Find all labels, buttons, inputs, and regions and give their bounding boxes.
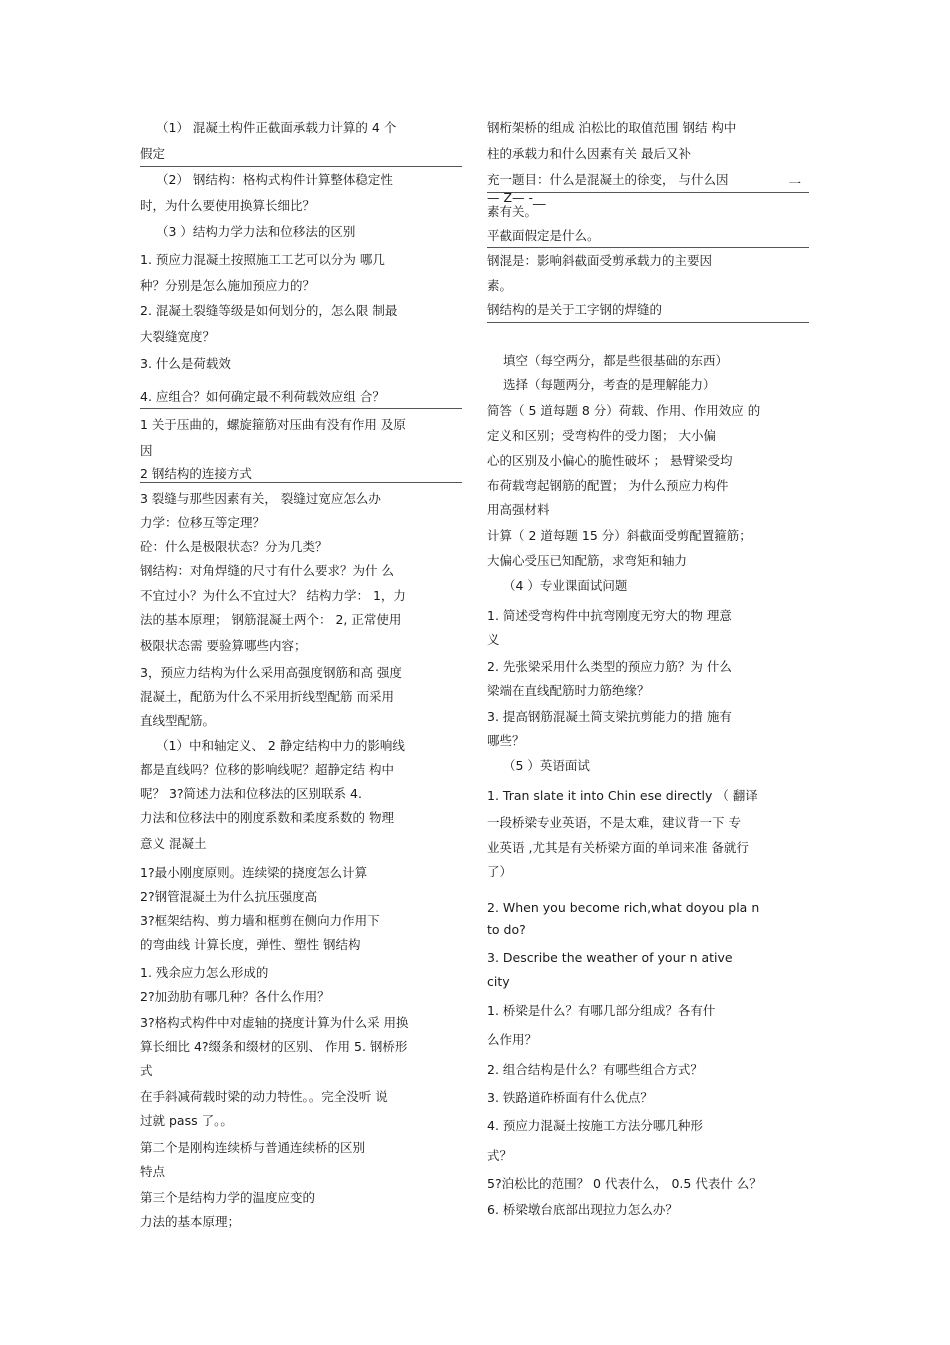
left-text-line: （2） 钢结构：格构式构件计算整体稳定性 bbox=[156, 172, 393, 187]
left-text-line: 第三个是结构力学的温度应变的 bbox=[140, 1190, 316, 1205]
left-text-line: 1?最小刚度原则。连续梁的挠度怎么计算 bbox=[140, 865, 368, 880]
right-text-line: 柱的承载力和什么因素有关 最后又补 bbox=[487, 146, 691, 161]
left-text-line: 3?格构式构件中对虚轴的挠度计算为什么采 用换 bbox=[140, 1015, 409, 1030]
right-text-line: 定义和区别；受弯构件的受力图； 大小偏 bbox=[487, 428, 716, 443]
right-text-line: 2. When you become rich,what doyou pla n bbox=[487, 900, 760, 915]
divider-rule bbox=[140, 408, 462, 409]
right-text-line: 素有关。 bbox=[487, 204, 538, 219]
right-text-line: 1. 简述受弯构件中抗弯刚度无穷大的物 理意 bbox=[487, 608, 732, 623]
left-text-line: 2?加劲肋有哪几种？各什么作用？ bbox=[140, 989, 330, 1004]
left-text-line: 力法和位移法中的刚度系数和柔度系数的 物理 bbox=[140, 810, 394, 825]
right-text-line: 5?泊松比的范围？ 0 代表什么， 0.5 代表什 么？ bbox=[487, 1176, 762, 1191]
divider-rule bbox=[487, 322, 809, 323]
right-text-line: 了） bbox=[487, 864, 513, 879]
right-text-line: to do? bbox=[487, 922, 526, 937]
right-text-line: 钢结构的是关于工字钢的焊缝的 bbox=[487, 302, 663, 317]
right-text-line: （5 ）英语面试 bbox=[503, 758, 590, 773]
right-text-line: 简答（ 5 道每题 8 分）荷载、作用、作用效应 的 bbox=[487, 403, 761, 418]
right-text-line: 平截面假定是什么。 bbox=[487, 228, 600, 243]
left-text-line: 钢结构：对角焊缝的尺寸有什么要求？为什 么 bbox=[140, 563, 394, 578]
right-text-line: 2. 先张梁采用什么类型的预应力筋？为 什么 bbox=[487, 659, 732, 674]
right-text-line: 用高强材料 bbox=[487, 502, 550, 517]
right-text-line: 么作用？ bbox=[487, 1032, 538, 1047]
right-text-line: 业英语 ,尤其是有关桥梁方面的单词来准 备就行 bbox=[487, 840, 749, 855]
right-text-line: 选择（每题两分，考查的是理解能力） bbox=[503, 377, 716, 392]
left-text-line: 混凝土，配筋为什么不采用折线型配筋 而采用 bbox=[140, 689, 394, 704]
left-text-line: （3 ）结构力学力法和位移法的区别 bbox=[156, 224, 356, 239]
left-text-line: 1. 残余应力怎么形成的 bbox=[140, 965, 269, 980]
right-text-line: city bbox=[487, 974, 510, 989]
left-text-line: 砼：什么是极限状态？分为几类？ bbox=[140, 539, 328, 554]
divider-rule bbox=[140, 166, 462, 167]
left-text-line: 过就 pass 了。。 bbox=[140, 1113, 233, 1128]
right-text-line: 4. 预应力混凝土按施工方法分哪几种形 bbox=[487, 1118, 703, 1133]
left-text-line: 3. 什么是荷载效 bbox=[140, 356, 231, 371]
left-text-line: 式 bbox=[140, 1063, 153, 1078]
left-text-line: 大裂缝宽度？ bbox=[140, 329, 216, 344]
left-text-line: 3?框架结构、剪力墙和框剪在侧向力作用下 bbox=[140, 913, 380, 928]
left-text-line: 假定 bbox=[140, 146, 166, 161]
left-text-line: 在手斜减荷载时梁的动力特性。。完全没听 说 bbox=[140, 1089, 388, 1104]
left-text-line: 时，为什么要使用换算长细比？ bbox=[140, 198, 316, 213]
left-text-line: 的弯曲线 计算长度，弹性、塑性 钢结构 bbox=[140, 937, 361, 952]
right-text-line: — Z— -__ bbox=[487, 190, 546, 205]
right-text-line: 梁端在直线配筋时力筋绝缘？ bbox=[487, 683, 650, 698]
right-text-line: 布荷载弯起钢筋的配置； 为什么预应力构件 bbox=[487, 478, 729, 493]
right-text-line: 计算（ 2 道每题 15 分）斜截面受剪配置箍筋； bbox=[487, 528, 752, 543]
right-text-line: 心的区别及小偏心的脆性破坏 ； 悬臂梁受均 bbox=[487, 453, 733, 468]
left-text-line: （1）中和轴定义、 2 静定结构中力的影响线 bbox=[156, 738, 405, 753]
right-text-line: 6. 桥梁墩台底部出现拉力怎么办？ bbox=[487, 1202, 678, 1217]
divider-rule bbox=[140, 482, 462, 483]
right-text-line: 钢混是：影响斜截面受剪承载力的主要因 bbox=[487, 253, 713, 268]
right-text-line: 哪些？ bbox=[487, 733, 525, 748]
left-text-line: 2?钢管混凝土为什么抗压强度高 bbox=[140, 889, 318, 904]
divider-rule bbox=[487, 192, 809, 193]
left-text-line: 算长细比 4?缀条和缀材的区别、 作用 5. 钢桥形 bbox=[140, 1039, 408, 1054]
left-text-line: 法的基本原理； 钢筋混凝土两个： 2, 正常使用 bbox=[140, 612, 402, 627]
left-text-line: 力学：位移互等定理？ bbox=[140, 515, 266, 530]
right-text-line: 大偏心受压已知配筋，求弯矩和轴力 bbox=[487, 553, 688, 568]
right-text-line: 一段桥梁专业英语，不是太难，建议背一下 专 bbox=[487, 815, 741, 830]
right-text-line: 填空（每空两分，都是些很基础的东西） bbox=[503, 353, 729, 368]
left-text-line: 力法的基本原理； bbox=[140, 1214, 241, 1229]
left-text-line: 极限状态需 要验算哪些内容； bbox=[140, 638, 307, 653]
right-text-line: 充一题目：什么是混凝土的徐变， 与什么因 bbox=[487, 172, 729, 187]
right-text-line: 3. 铁路道砟桥面有什么优点？ bbox=[487, 1090, 653, 1105]
right-text-line: 1. Tran slate it into Chin ese directly （ 翻译 bbox=[487, 788, 758, 803]
left-text-line: 2 钢结构的连接方式 bbox=[140, 466, 252, 481]
left-text-line: 因 bbox=[140, 443, 153, 458]
right-text-line: 式？ bbox=[487, 1148, 513, 1163]
left-text-line: 1 关于压曲的，螺旋箍筋对压曲有没有作用 及原 bbox=[140, 417, 406, 432]
left-text-line: （1） 混凝土构件正截面承载力计算的 4 个 bbox=[156, 120, 397, 135]
divider-rule bbox=[487, 247, 809, 248]
right-text-line: （4 ）专业课面试问题 bbox=[503, 578, 628, 593]
left-text-line: 3 裂缝与那些因素有关， 裂缝过宽应怎么办 bbox=[140, 491, 381, 506]
right-text-line: 2. 组合结构是什么？有哪些组合方式？ bbox=[487, 1062, 703, 1077]
left-text-line: 不宜过小？为什么不宜过大？ 结构力学： 1，力 bbox=[140, 588, 406, 603]
left-text-line: 2. 混凝土裂缝等级是如何划分的，怎么限 制最 bbox=[140, 303, 398, 318]
left-text-line: 意义 混凝土 bbox=[140, 836, 207, 851]
left-text-line: 呢？ 3?简述力法和位移法的区别联系 4. bbox=[140, 786, 362, 801]
left-text-line: 4. 应组合？如何确定最不利荷载效应组 合？ bbox=[140, 389, 385, 404]
left-text-line: 都是直线吗？位移的影响线呢？超静定结 构中 bbox=[140, 762, 394, 777]
left-text-line: 特点 bbox=[140, 1164, 166, 1179]
left-text-line: 种？分别是怎么施加预应力的？ bbox=[140, 278, 316, 293]
right-text-line: 3. Describe the weather of your n ative bbox=[487, 950, 733, 965]
left-text-line: 3，预应力结构为什么采用高强度钢筋和高 强度 bbox=[140, 665, 402, 680]
right-text-line: 1. 桥梁是什么？有哪几部分组成？各有什 bbox=[487, 1003, 716, 1018]
right-text-line: 3. 提高钢筋混凝土简支梁抗剪能力的措 施有 bbox=[487, 709, 732, 724]
margin-mark: 一 bbox=[788, 176, 801, 191]
left-text-line: 第二个是刚构连续桥与普通连续桥的区别 bbox=[140, 1140, 366, 1155]
left-text-line: 1. 预应力混凝土按照施工工艺可以分为 哪几 bbox=[140, 252, 385, 267]
right-text-line: 素。 bbox=[487, 278, 513, 293]
left-text-line: 直线型配筋。 bbox=[140, 713, 216, 728]
right-text-line: 钢桁架桥的组成 泊松比的取值范围 钢结 构中 bbox=[487, 120, 737, 135]
right-text-line: 义 bbox=[487, 632, 500, 647]
